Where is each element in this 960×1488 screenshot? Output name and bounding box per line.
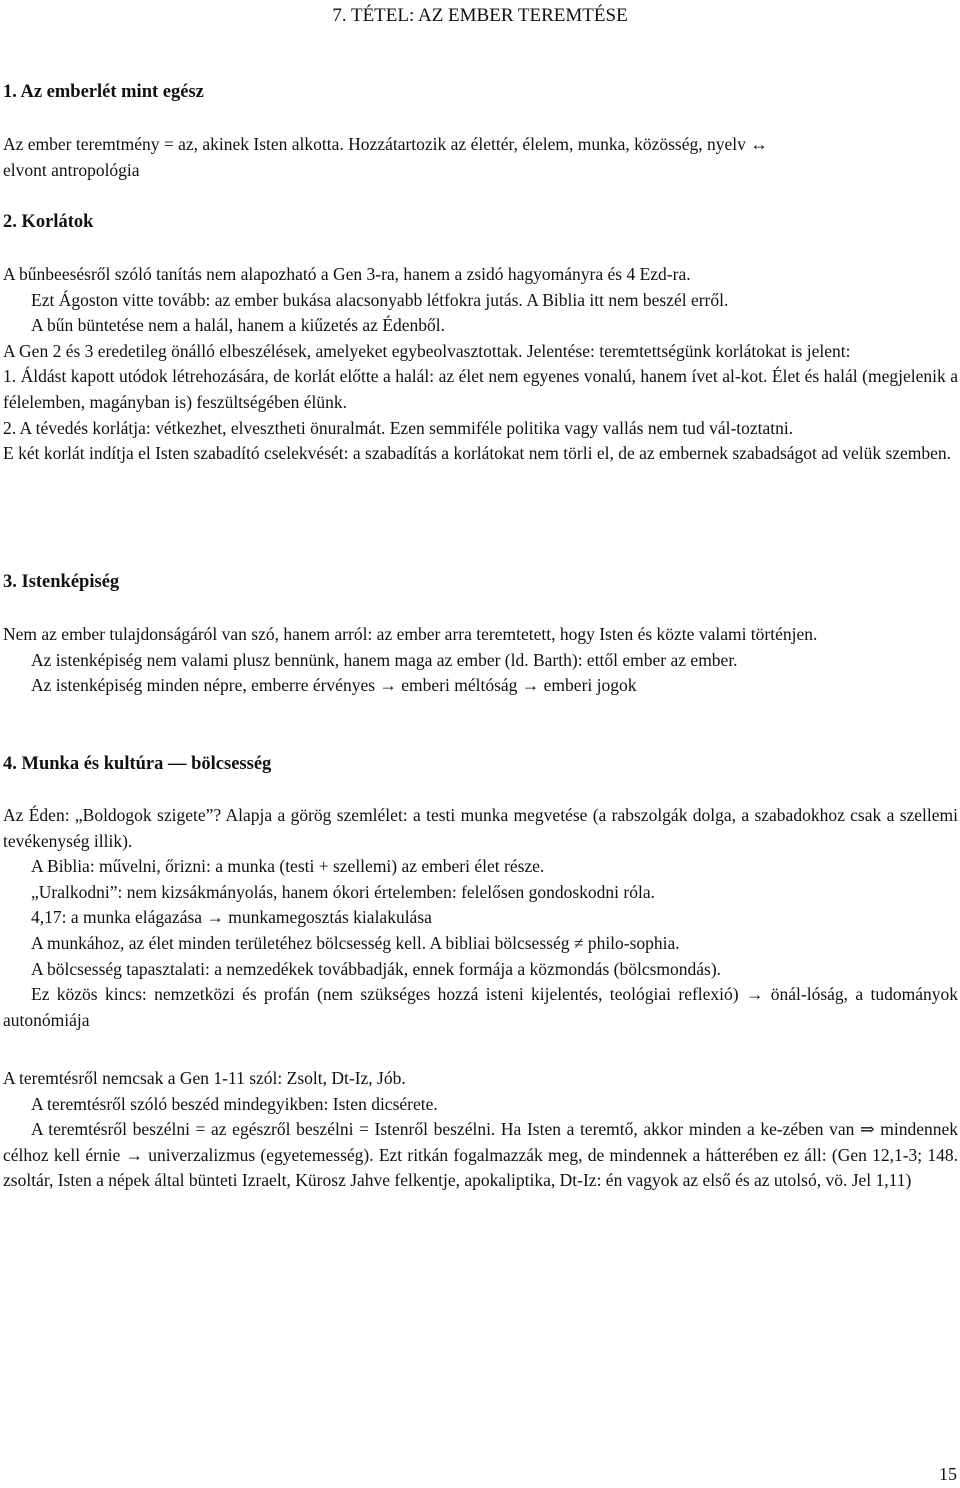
paragraph: A bűnbeesésről szóló tanítás nem alapozható a Gen 3-ra, hanem a zsidó hagyományra és 4 Ezd-ra. (3, 264, 691, 284)
section-3-heading: 3. Istenképiség (3, 572, 120, 592)
section-4-heading: 4. Munka és kultúra — bölcsesség (3, 754, 272, 774)
paragraph: Az istenképiség minden népre, emberre érvényes → emberi méltóság → emberi jogok (31, 675, 637, 696)
paragraph: Ez közös kincs: nemzetközi és profán (nem szükséges hozzá isteni kijelentés, teológiai reflexió) → önál-lóság, a tudományok autonómiája (3, 984, 958, 1030)
paragraph: A teremtésről szóló beszéd mindegyikben: Isten dicsérete. (31, 1093, 438, 1114)
paragraph: A bűn büntetése nem a halál, hanem a kiűzetés az Édenből. (31, 315, 446, 336)
section-2-body (3, 262, 958, 467)
closing-body (3, 1066, 958, 1194)
section-1-body (3, 132, 958, 183)
paragraph: 4,17: a munka elágazása → munkamegosztás kialakulása (31, 907, 432, 928)
paragraph: Az ember teremtmény = az, akinek Isten alkotta. Hozzátartozik az élettér, élelem, munka, közösség, nyelv ↔ (3, 134, 768, 154)
document-title: 7. TÉTEL: AZ EMBER TEREMTÉSE (332, 5, 628, 26)
paragraph: Az Éden: „Boldogok szigete”? Alapja a görög szemlélet: a testi munka megvetése (a rabszolgák dolga, a szabadokhoz csak a szellemi tevékenység illik). (3, 805, 958, 851)
section-4-body (3, 803, 958, 1033)
paragraph: Nem az ember tulajdonságáról van szó, hanem arról: az ember arra teremtetett, hogy Isten és közte valami történjen. (3, 624, 818, 644)
paragraph: A Gen 2 és 3 eredetileg önálló elbeszélések, amelyeket egybeolvasztottak. Jelentése: teremtettségünk korlátokat is jelent: (3, 340, 851, 361)
paragraph: Ezt Ágoston vitte tovább: az ember bukása alacsonyabb létfokra jutás. A Biblia itt nem beszél erről. (31, 289, 729, 310)
paragraph: „Uralkodni”: nem kizsákmányolás, hanem ókori értelemben: felelősen gondoskodni róla. (31, 881, 655, 902)
paragraph: 2. A tévedés korlátja: vétkezhet, elvesztheti önuralmát. Ezen semmiféle politika vagy vallás nem tud vál-toztatni. (3, 417, 794, 438)
paragraph: A teremtésről beszélni = az egészről beszélni = Istenről beszélni. Ha Isten a teremtő, akkor minden a ke-zében van ⇒ mindennek célhoz kell érnie → univerzalizmus (egyetemesség). Ezt ritkán fogalmazzák meg, de mindennek a hátterében ez áll: (Gen 12,1-3; 148. zsoltár, Isten a népek által bünteti Izraelt, Kürosz Jahve felkentje, apokaliptika, Dt-Iz: én vagyok az első és az utolsó, vö. Jel 1,11) (3, 1119, 958, 1191)
paragraph: Az istenképiség nem valami plusz bennünk, hanem maga az ember (ld. Barth): ettől ember az ember. (31, 649, 738, 670)
paragraph: 1. Áldást kapott utódok létrehozására, de korlát előtte a halál: az élet nem egyenes vonalú, hanem ívet al-kot. Élet és halál (megjelenik a félelemben, magányban is) feszültségében élünk. (3, 366, 958, 412)
paragraph: A teremtésről nemcsak a Gen 1-11 szól: Zsolt, Dt-Iz, Jób. (3, 1068, 406, 1088)
section-1-heading: 1. Az emberlét mint egész (3, 82, 204, 102)
paragraph: A Biblia: művelni, őrizni: a munka (testi + szellemi) az emberi élet része. (31, 856, 545, 877)
paragraph: E két korlát indítja el Isten szabadító cselekvését: a szabadítás a korlátokat nem törli el, de az embernek szabadságot ad velük szemben. (3, 443, 952, 464)
paragraph: A munkához, az élet minden területéhez bölcsesség kell. A bibliai bölcsesség ≠ philo-sophia. (31, 932, 680, 953)
paragraph: A bölcsesség tapasztalati: a nemzedékek továbbadják, ennek formája a közmondás (bölcsmondás). (31, 958, 722, 979)
section-2-heading: 2. Korlátok (3, 212, 94, 232)
page-number: 15 (939, 1464, 957, 1484)
paragraph: elvont antropológia (3, 159, 140, 180)
section-3-body (3, 622, 958, 699)
